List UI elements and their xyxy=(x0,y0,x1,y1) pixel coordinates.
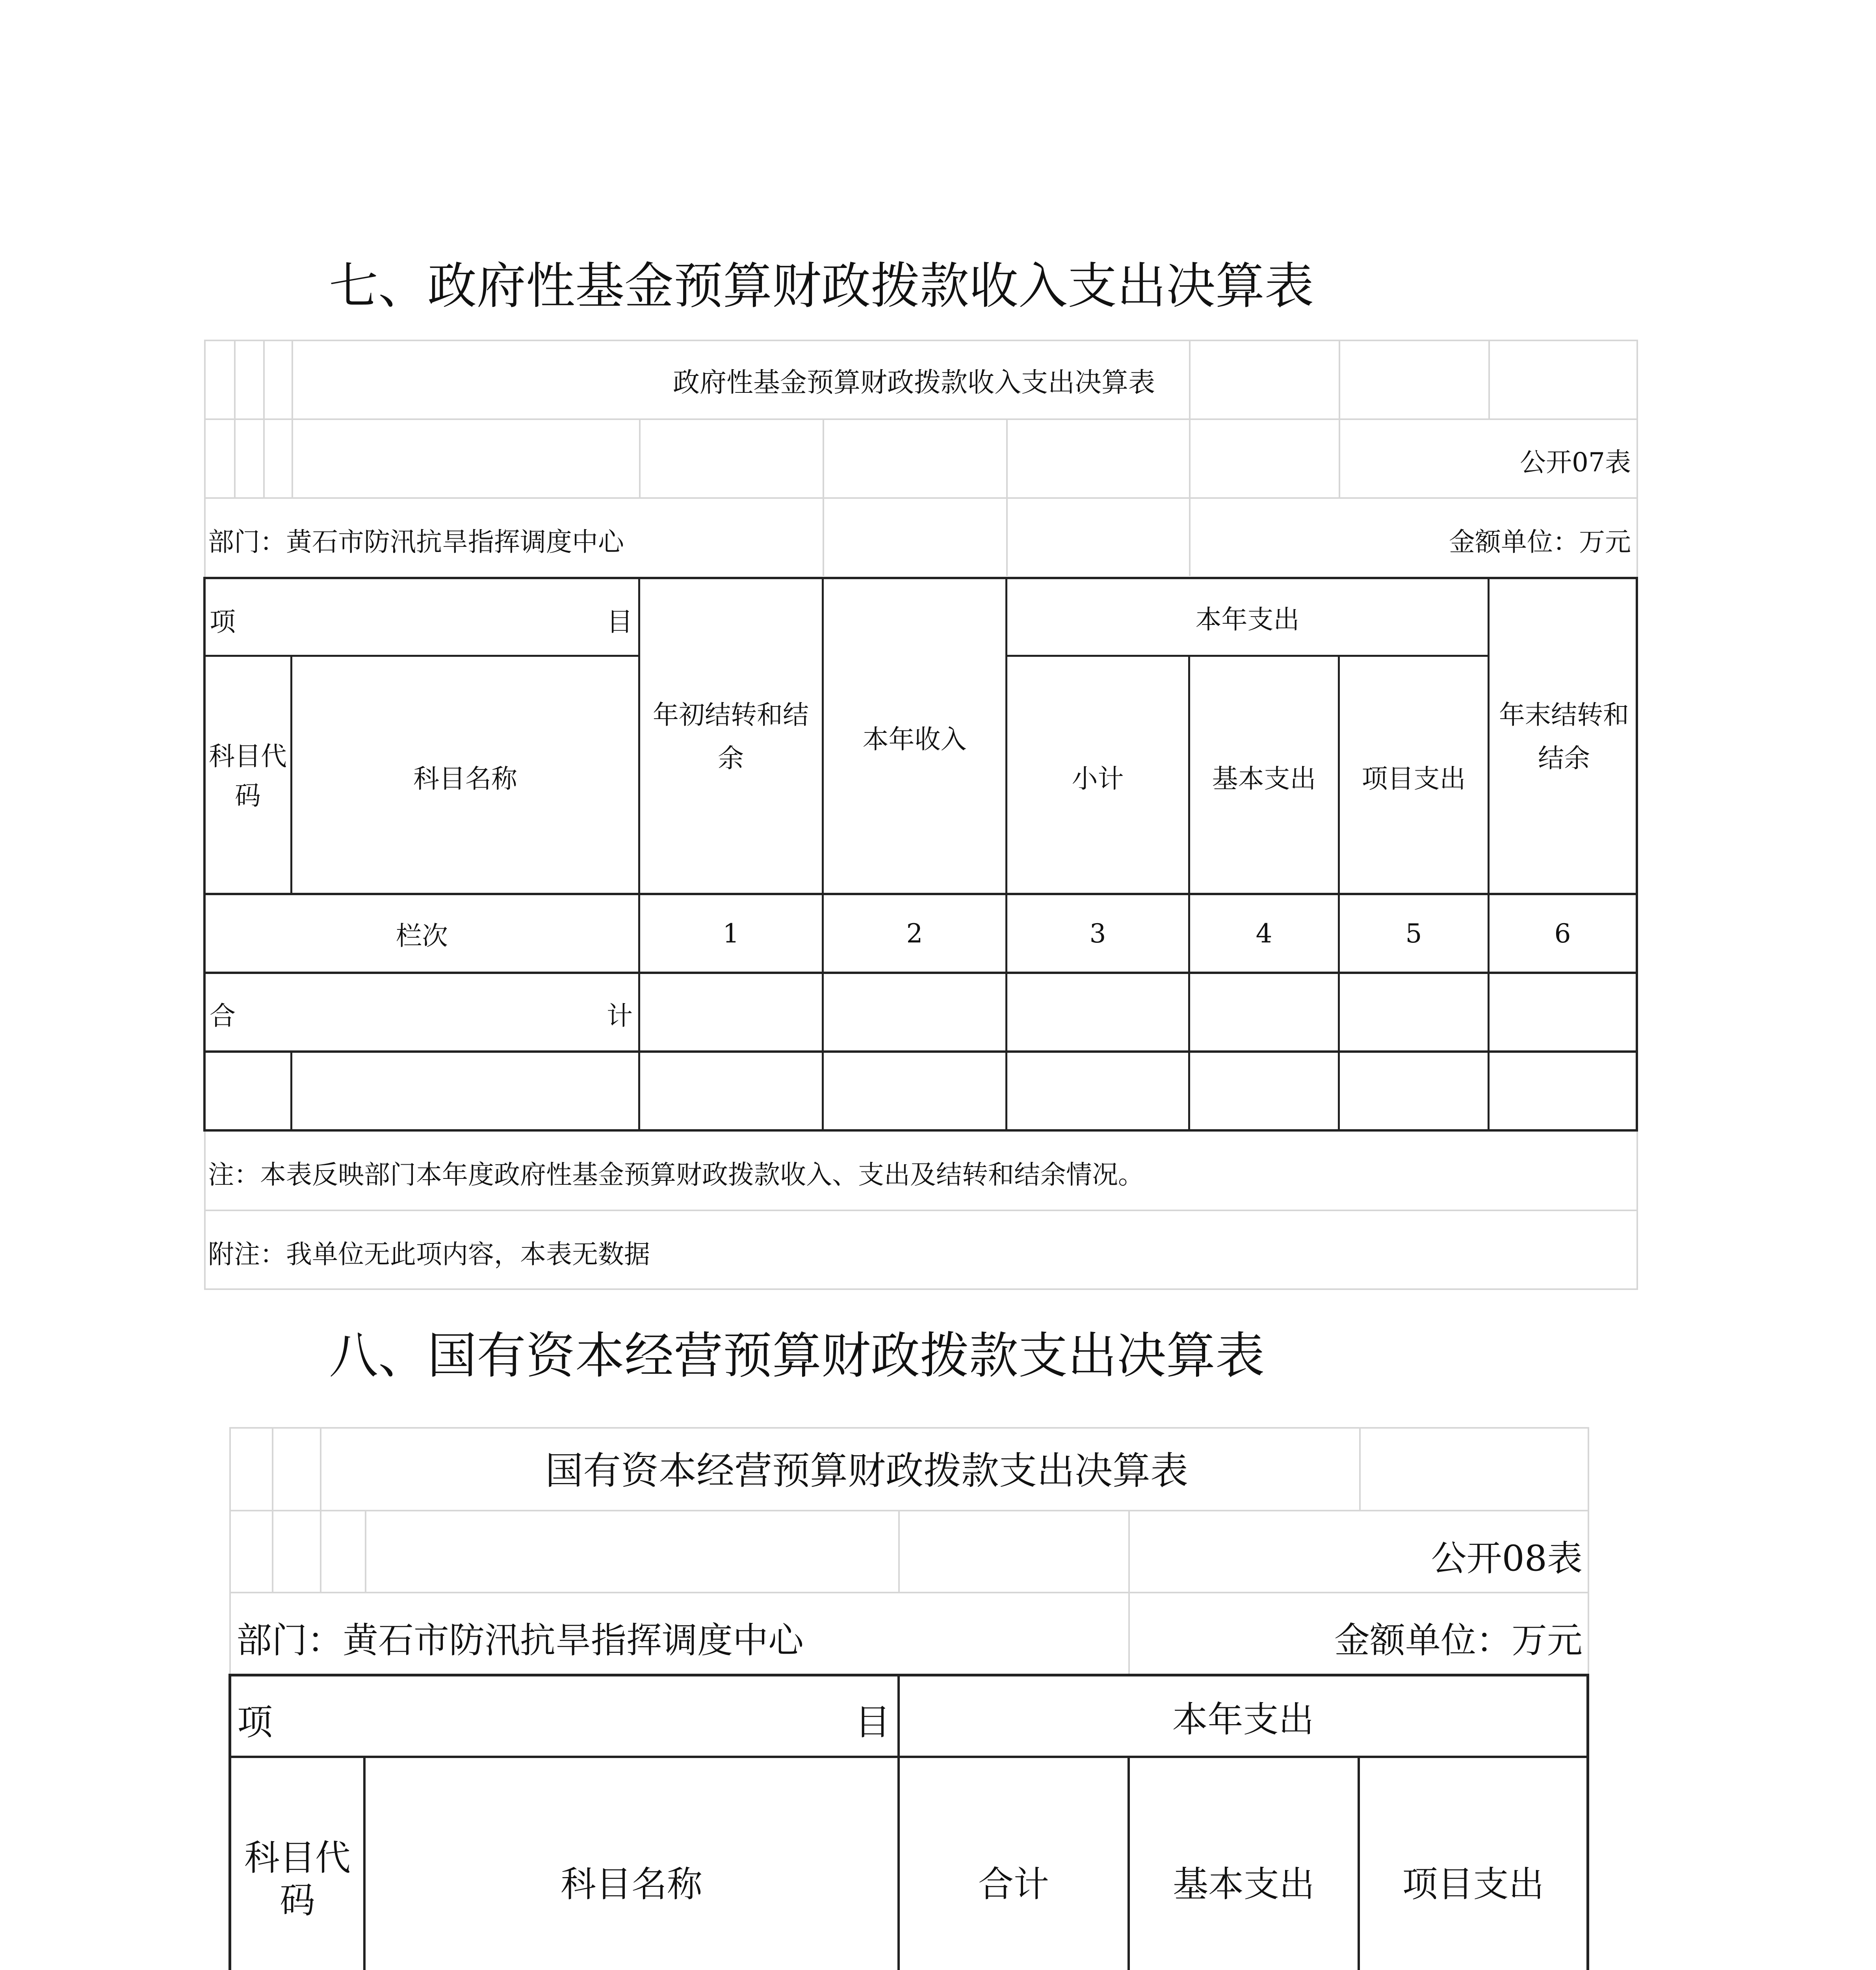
header-xiang: 项 xyxy=(210,607,236,637)
department-label: 部门：黄石市防汛抗旱指挥调度中心 xyxy=(236,1620,804,1661)
header-xiang: 项 xyxy=(237,1702,273,1743)
column-number: 4 xyxy=(1256,918,1272,949)
column-expense-group: 本年支出 xyxy=(1172,1699,1314,1740)
form-number: 公开08表 xyxy=(1431,1538,1583,1579)
section8-heading: 八、国有资本经营预算财政拨款支出决算表 xyxy=(329,1327,1265,1385)
amount-unit: 金额单位：万元 xyxy=(1449,527,1631,557)
header-mu: 目 xyxy=(855,1702,890,1743)
column-expense-group: 本年支出 xyxy=(1195,604,1300,635)
column-number: 3 xyxy=(1089,918,1106,949)
column-subtotal: 小计 xyxy=(1072,763,1124,794)
table-title: 政府性基金预算财政拨款收入支出决算表 xyxy=(672,367,1155,398)
table-note: 注：本表反映部门本年度政府性基金预算财政拨款收入、支出及结转和结余情况。 xyxy=(208,1160,1144,1190)
column-project: 项目支出 xyxy=(1402,1864,1544,1905)
column-income: 本年收入 xyxy=(862,724,967,755)
section7-heading: 七、政府性基金预算财政拨款收入支出决算表 xyxy=(329,258,1314,315)
column-number: 1 xyxy=(723,918,739,949)
column-number: 6 xyxy=(1554,918,1571,949)
column-code: 科目代码 xyxy=(209,741,287,811)
column-name: 科目名称 xyxy=(561,1864,702,1905)
amount-unit: 金额单位：万元 xyxy=(1334,1620,1583,1661)
column-total: 合计 xyxy=(978,1864,1049,1905)
column-basic: 基本支出 xyxy=(1212,763,1316,794)
total-label-ji: 计 xyxy=(607,1001,633,1031)
header-mu: 目 xyxy=(607,607,633,637)
column-project: 项目支出 xyxy=(1361,763,1466,794)
row-lanci: 栏次 xyxy=(396,920,448,951)
column-end-balance: 年末结转和结余 xyxy=(1499,700,1629,773)
table-title: 国有资本经营预算财政拨款支出决算表 xyxy=(545,1448,1188,1493)
column-name: 科目名称 xyxy=(413,763,517,794)
table-appendix: 附注：我单位无此项内容，本表无数据 xyxy=(208,1239,650,1269)
column-number: 5 xyxy=(1405,918,1422,949)
department-label: 部门：黄石市防汛抗旱指挥调度中心 xyxy=(208,527,624,557)
column-basic: 基本支出 xyxy=(1173,1864,1315,1905)
column-begin-balance: 年初结转和结余 xyxy=(653,700,809,773)
form-number: 公开07表 xyxy=(1520,447,1631,478)
column-code: 科目代码 xyxy=(244,1837,351,1921)
total-label-he: 合 xyxy=(210,1001,236,1031)
column-number: 2 xyxy=(906,918,923,949)
